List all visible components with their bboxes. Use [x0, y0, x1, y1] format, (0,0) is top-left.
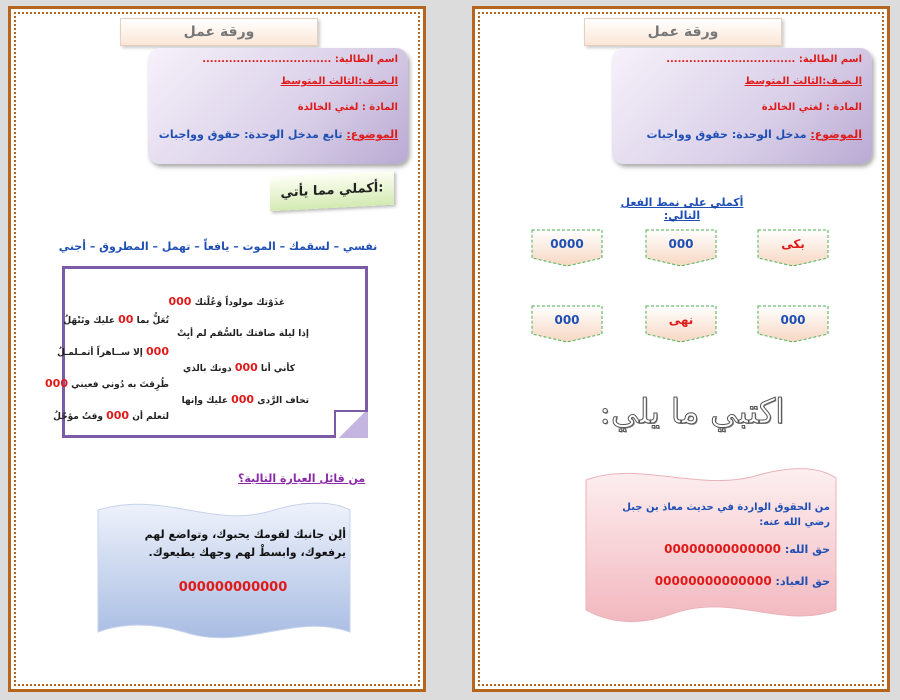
student-name-field[interactable]: اسم الطالبة: ..................................: [666, 54, 862, 65]
tag-text: نهى: [668, 313, 694, 327]
right-of-servants-label: حق العباد:: [775, 575, 830, 588]
verse-left-3: طُرِقتَ به دُوني فعيني 000: [45, 377, 169, 390]
right-of-allah-line: [600, 542, 830, 556]
answer-tag[interactable]: [644, 228, 718, 268]
topic-label: الموضوع:: [346, 128, 398, 141]
answer-tag[interactable]: [756, 304, 830, 344]
subject-label: المادة : لغتي الخالدة: [297, 102, 398, 113]
task-label: أكملي مما يأتي:: [270, 171, 394, 211]
subject-label: المادة : لغتي الخالدة: [761, 102, 862, 113]
tag-text: بكى: [781, 237, 805, 251]
verse-right-2: إذا ليلة ضافتك بالسُّقم لم أبِتْ: [177, 329, 309, 339]
pattern-heading: أكملي على نمط الفعل التالي:: [620, 196, 744, 222]
student-info-box: [612, 48, 872, 164]
quote-text: ألِن جانبك لقومك يحبوك، وتواضع لهم يرفعوك، وابسطْ لهم وجهك يطيعوك.: [144, 528, 346, 559]
worksheet-page-left: [8, 6, 426, 692]
topic-line: [159, 128, 398, 141]
verse-left-4: لتعلم أن 000 وقتٌ مؤجّلُ: [53, 409, 169, 422]
student-info-box: [148, 48, 408, 164]
word-bank: نفسي – لسقمك – الموت – يافعاً – تهمل – المطروق – أجني: [58, 240, 378, 253]
tag-text: 0000: [550, 237, 584, 251]
verse-right-1: غذَوْتك مولوداً وَعُلْتك 000: [168, 295, 285, 308]
question-title: من قائل العبارة التالية؟: [238, 472, 366, 485]
blank: 000: [146, 345, 169, 358]
worksheet-page-right: [472, 6, 890, 692]
right-of-allah-label: حق الله:: [784, 543, 830, 556]
blank: 00: [118, 313, 134, 326]
answer-tag[interactable]: [530, 304, 604, 344]
verb-tag[interactable]: [756, 228, 830, 268]
topic-label: الموضوع:: [810, 128, 862, 141]
page-title: ورقة عمل: [584, 18, 782, 46]
right-of-allah-blank[interactable]: 00000000000000: [664, 542, 782, 556]
grade-label: الـصـف:الثالث المتوسط: [744, 76, 862, 87]
topic-value: تابع مدخل الوحدة: حقوق وواجبات: [158, 128, 343, 141]
right-of-servants-line: [600, 574, 830, 588]
blank: 000: [234, 361, 258, 374]
verse-right-4: تخاف الرَّدى 000 عليك وإنها: [181, 393, 309, 406]
verse-left-2: 000 إلا ســاهراً أتمـلمـلُ: [57, 345, 169, 358]
poem-box: [45, 266, 368, 438]
topic-value: مدخل الوحدة: حقوق وواجبات: [646, 128, 807, 141]
student-name-field[interactable]: اسم الطالبة: ..................................: [202, 54, 398, 65]
verb-tag[interactable]: [644, 304, 718, 344]
quote-answer-blank[interactable]: 000000000000: [178, 580, 288, 595]
tag-text: 000: [554, 313, 580, 327]
blank: 000: [45, 377, 68, 390]
topic-line: [647, 128, 862, 141]
answer-tag[interactable]: [530, 228, 604, 268]
tag-text: 000: [668, 237, 694, 251]
blank: 000: [106, 409, 130, 422]
quote-banner: [94, 496, 354, 646]
rights-question: من الحقوق الواردة في حديث معاذ بن جبل رضي الله عنه:: [622, 502, 830, 528]
verse-left-1: تُعَلُّ بما 00 عليك وتَنْهَلُ: [63, 313, 169, 326]
tag-text: 000: [780, 313, 806, 327]
blank: 000: [231, 393, 255, 406]
blank: 000: [168, 295, 192, 308]
verse-right-3: كأني أنا 000 دونك بالذي: [182, 361, 295, 374]
page-title: ورقة عمل: [120, 18, 318, 46]
grade-label: الـصـف:الثالث المتوسط: [280, 76, 398, 87]
right-of-servants-blank[interactable]: 00000000000000: [654, 574, 772, 588]
write-following-title: اكتبي ما يلي:: [599, 392, 785, 432]
page-curl-decoration: [334, 410, 368, 438]
